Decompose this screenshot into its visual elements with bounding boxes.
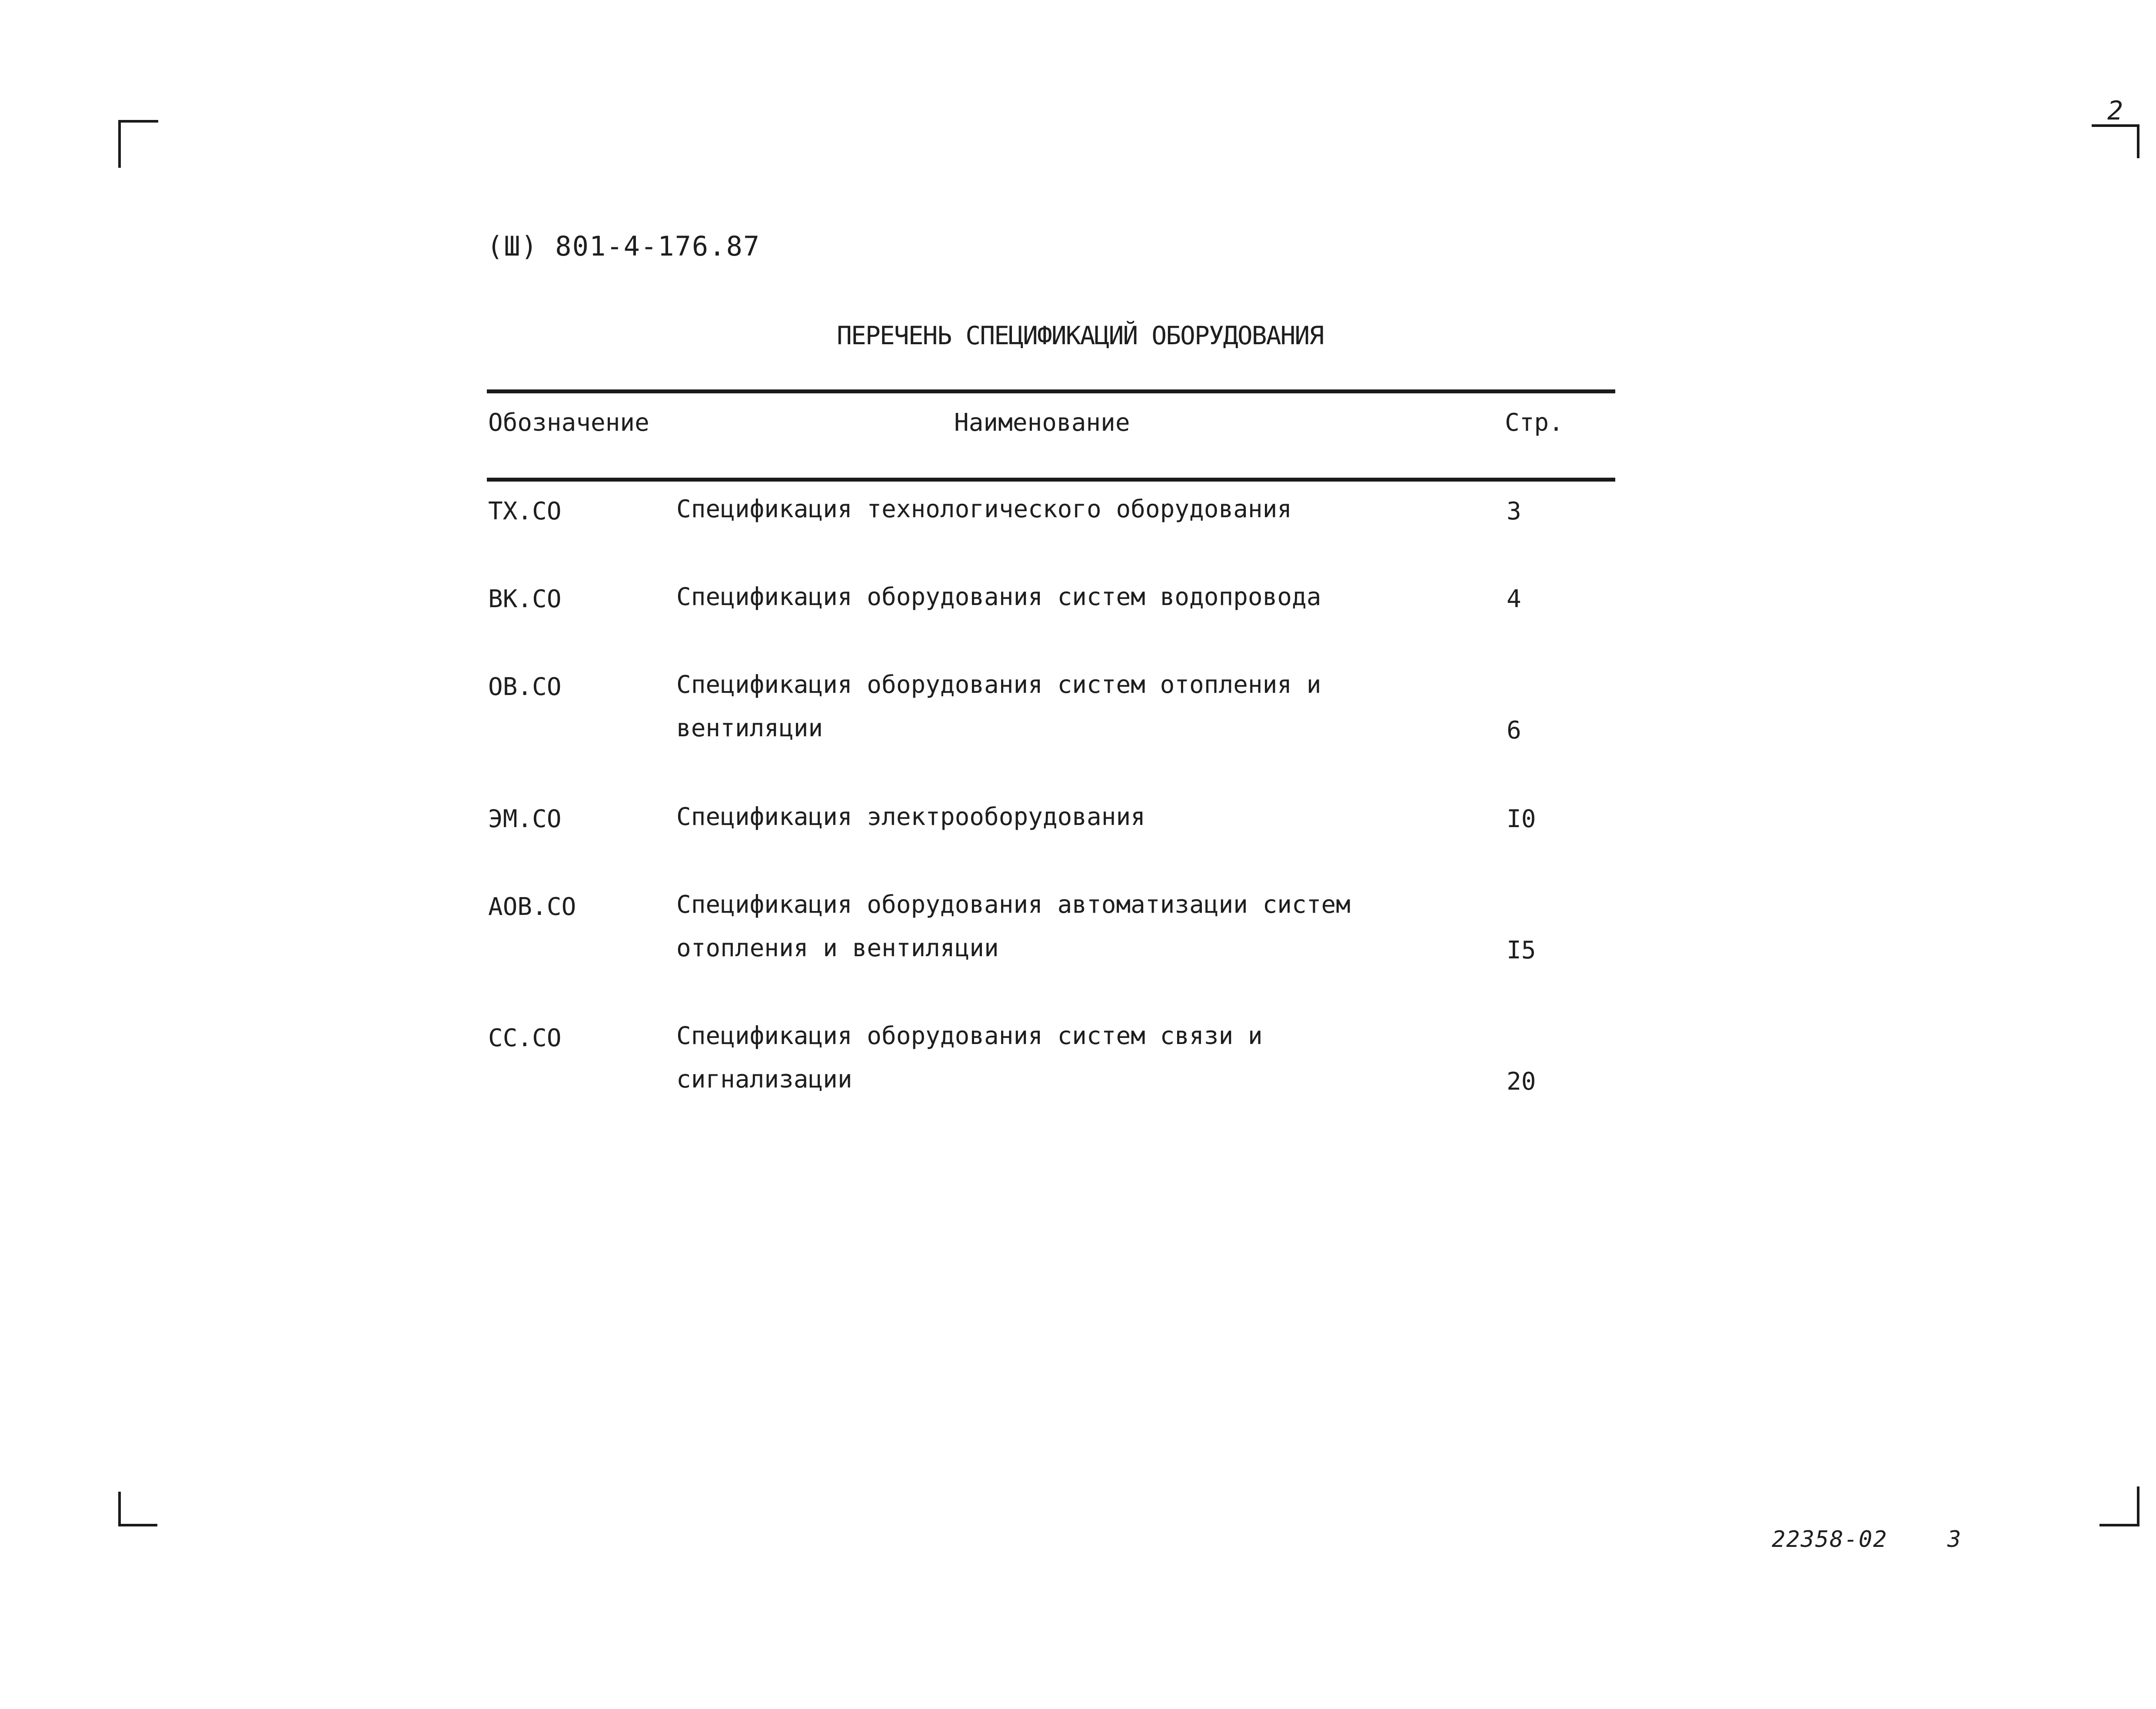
row-name: Спецификация оборудования систем связи и сигнализации [676,1022,1263,1094]
corner-mark-top-left-h [118,120,158,123]
footer-page-number: 3 [1947,1526,1961,1553]
row-name: Спецификация технологического оборудования [676,495,1292,523]
row-code: ВК.СО [488,585,562,613]
column-header-designation: Обозначение [488,409,649,437]
row-code: ЭМ.СО [488,805,562,833]
document-title: ПЕРЕЧЕНЬ СПЕЦИФИКАЦИЙ ОБОРУДОВАНИЯ [837,321,1324,350]
row-code: ТХ.СО [488,497,562,525]
column-header-page: Стр. [1505,409,1564,437]
row-name: Спецификация оборудования систем водопровода [676,583,1321,611]
row-page: 3 [1507,497,1521,525]
row-code: СС.СО [488,1024,562,1052]
corner-mark-bottom-right-h [2099,1524,2139,1526]
row-name: Спецификация электрооборудования [676,803,1145,831]
footer-archive-number: 22358-02 [1772,1526,1888,1553]
table-header-rule [487,478,1615,482]
row-name: Спецификация оборудования систем отопления и вентиляции [676,671,1321,742]
corner-mark-top-right-v [2137,124,2139,158]
table-top-rule [487,389,1615,393]
corner-mark-bottom-right-v [2137,1486,2139,1526]
row-page: I5 [1507,936,1536,964]
document-code: (Ш) 801-4-176.87 [487,230,761,262]
corner-mark-bottom-left-h [118,1524,157,1526]
row-page: 4 [1507,585,1521,613]
column-header-name: Наименование [954,409,1130,437]
row-name: Спецификация оборудования автоматизации систем отопления и вентиляции [676,891,1351,962]
row-page: 20 [1507,1067,1536,1096]
row-code: АОВ.СО [488,893,576,921]
row-page: I0 [1507,805,1536,833]
sheet-number: 2 [2107,96,2123,126]
row-code: ОВ.СО [488,673,562,701]
row-page: 6 [1507,716,1521,745]
corner-mark-bottom-left-v [118,1492,121,1526]
corner-mark-top-left-v [118,120,121,168]
